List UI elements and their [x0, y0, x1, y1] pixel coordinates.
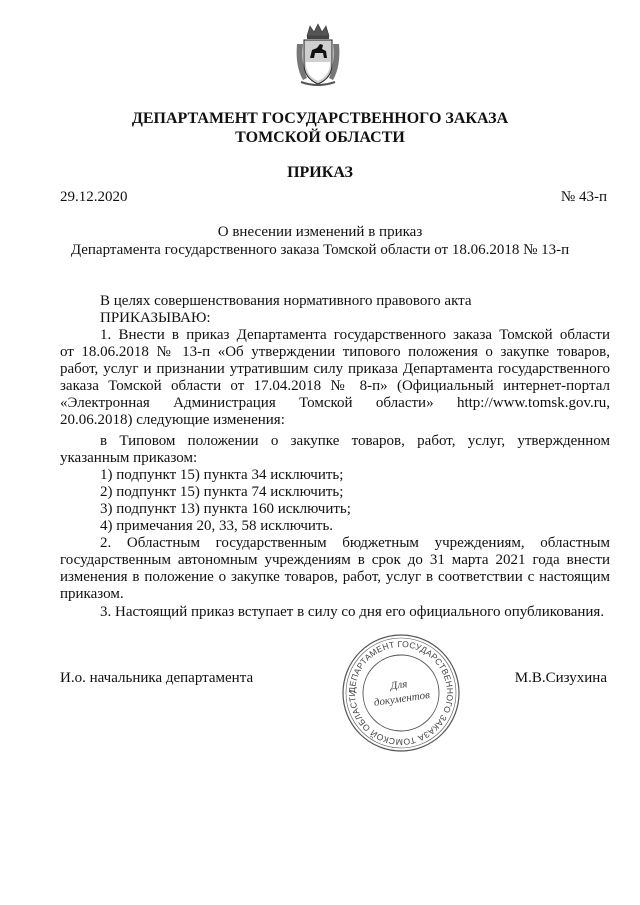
body-line: заказа Томской области от 17.04.2018 № 8-п» (Официальный интернет-портал: [60, 378, 610, 394]
org-name-line-1: ДЕПАРТАМЕНТ ГОСУДАРСТВЕННОГО ЗАКАЗА: [131, 110, 509, 127]
body-line: 3. Настоящий приказ вступает в силу со дня его официального опубликования.: [100, 604, 605, 620]
body-line: приказом.: [60, 586, 124, 602]
body-line: 1. Внести в приказ Департамента государственного заказа Томской области: [100, 327, 610, 343]
signatory-name: М.В.Сизухина: [514, 670, 607, 686]
body-line: работ, услуг и признании утратившим силу приказа Департамента государственного: [60, 361, 610, 377]
stamp-center-line-2: документов: [373, 689, 431, 709]
body-line: «Электронная Администрация Томской области» http://www.tomsk.gov.ru,: [60, 395, 610, 411]
org-name-line-2: ТОМСКОЙ ОБЛАСТИ: [235, 129, 405, 146]
signatory-position: И.о. начальника департамента: [60, 670, 254, 686]
body-line: в Типовом положении о закупке товаров, работ, услуг, утвержденном: [100, 433, 610, 449]
subject-line-2: Департамента государственного заказа Томской области от 18.06.2018 № 13-п: [70, 242, 570, 258]
document-type: ПРИКАЗ: [287, 164, 353, 181]
document-date: 29.12.2020: [60, 189, 128, 205]
body-line: 4) примечания 20, 33, 58 исключить.: [100, 518, 334, 534]
body-line: В целях совершенствования нормативного правового акта: [100, 293, 472, 309]
subject-line-1: О внесении изменений в приказ: [217, 224, 423, 240]
body-line: государственным автономным учреждениям в срок до 31 марта 2021 года внести: [60, 552, 610, 568]
body-line: указанным приказом:: [60, 450, 198, 466]
document-number: № 43-п: [560, 189, 607, 205]
body-line: ПРИКАЗЫВАЮ:: [100, 310, 211, 326]
body-line: 20.06.2018) следующие изменения:: [60, 412, 285, 428]
stamp-ring-text: ДЕПАРТАМЕНТ ГОСУДАРСТВЕННОГО ЗАКАЗА ТОМСКОЙ ОБЛАСТИ: [346, 638, 456, 748]
body-line: 3) подпункт 13) пункта 160 исключить;: [100, 501, 351, 517]
body-line: 2) подпункт 15) пункта 74 исключить;: [100, 484, 344, 500]
body-line: изменения в положение о закупке товаров, работ, услуг в соответствии с настоящим: [60, 569, 610, 585]
department-stamp: [340, 632, 462, 754]
stamp-center-line-1: Для: [389, 678, 409, 693]
body-line: 1) подпункт 15) пункта 34 исключить;: [100, 467, 344, 483]
tomsk-region-coat-of-arms-icon: [293, 22, 343, 88]
body-line: от 18.06.2018 № 13-п «Об утверждении типового положения о закупке товаров,: [60, 344, 610, 360]
body-line: 2. Областным государственным бюджетным учреждениям, областным: [100, 535, 610, 551]
